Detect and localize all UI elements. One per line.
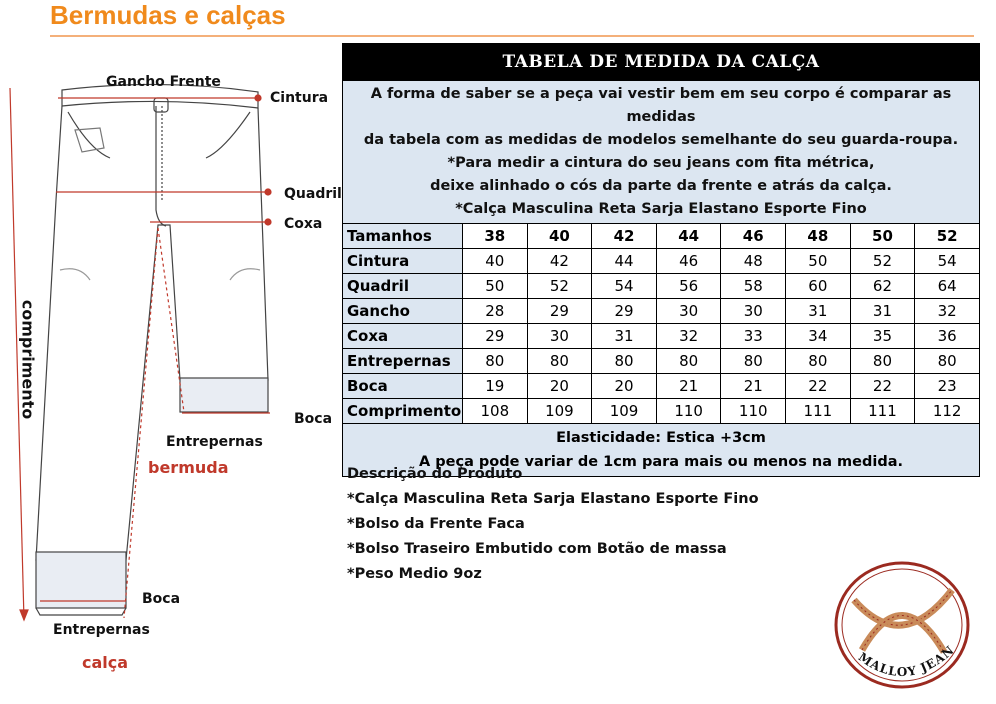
value-cell: 52	[527, 274, 592, 299]
row-label: Gancho	[343, 299, 463, 324]
label-comprimento: comprimento	[18, 299, 38, 420]
value-cell: 108	[463, 399, 528, 424]
footer-line: Elasticidade: Estica +3cm	[556, 430, 766, 446]
table-row	[343, 349, 980, 374]
table-info	[343, 81, 980, 224]
value-cell: 28	[463, 299, 528, 324]
value-cell: 111	[786, 399, 851, 424]
value-cell: 56	[656, 274, 721, 299]
size-cell: 40	[527, 224, 592, 249]
description-line: Descrição do Produto	[347, 466, 523, 482]
info-line: deixe alinhado o cós da parte da frente e atrás da calça.	[430, 178, 892, 194]
value-cell: 31	[850, 299, 915, 324]
value-cell: 109	[527, 399, 592, 424]
value-cell: 50	[463, 274, 528, 299]
label-coxa: Coxa	[284, 216, 323, 232]
label-boca-calca: Boca	[142, 591, 181, 607]
value-cell: 112	[915, 399, 980, 424]
info-line: *Para medir a cintura do seu jeans com fita métrica,	[447, 155, 875, 171]
value-cell: 80	[463, 349, 528, 374]
table-title: TABELA DE MEDIDA DA CALÇA	[343, 44, 980, 81]
table-row	[343, 374, 980, 399]
value-cell: 80	[786, 349, 851, 374]
description-line: *Calça Masculina Reta Sarja Elastano Esporte Fino	[347, 491, 759, 507]
info-line: da tabela com as medidas de modelos semelhante do seu guarda-roupa.	[363, 132, 959, 148]
label-gancho-frente: Gancho Frente	[106, 74, 221, 90]
label-calca: calça	[82, 653, 129, 672]
value-cell: 32	[915, 299, 980, 324]
value-cell: 40	[463, 249, 528, 274]
value-cell: 21	[721, 374, 786, 399]
description-line: *Bolso da Frente Faca	[347, 516, 525, 532]
label-entrepernas-bermuda: Entrepernas	[166, 434, 263, 450]
title-divider	[50, 35, 974, 37]
logo-text: MALLOY JEAN	[855, 642, 958, 680]
size-cell: 52	[915, 224, 980, 249]
value-cell: 80	[592, 349, 657, 374]
value-cell: 80	[850, 349, 915, 374]
value-cell: 111	[850, 399, 915, 424]
pants-diagram	[0, 40, 340, 700]
label-entrepernas-calca: Entrepernas	[53, 622, 150, 638]
value-cell: 58	[721, 274, 786, 299]
row-label: Coxa	[343, 324, 463, 349]
size-cell: 38	[463, 224, 528, 249]
info-line: *Calça Masculina Reta Sarja Elastano Esporte Fino	[455, 201, 867, 217]
size-cell: 46	[721, 224, 786, 249]
value-cell: 80	[915, 349, 980, 374]
value-cell: 35	[850, 324, 915, 349]
value-cell: 19	[463, 374, 528, 399]
value-cell: 31	[592, 324, 657, 349]
size-cell: 44	[656, 224, 721, 249]
value-cell: 46	[656, 249, 721, 274]
label-quadril: Quadril	[284, 186, 342, 202]
value-cell: 22	[850, 374, 915, 399]
value-cell: 60	[786, 274, 851, 299]
row-label: Entrepernas	[343, 349, 463, 374]
size-table	[342, 43, 980, 477]
value-cell: 80	[721, 349, 786, 374]
value-cell: 110	[721, 399, 786, 424]
label-cintura: Cintura	[270, 90, 329, 106]
value-cell: 29	[527, 299, 592, 324]
row-label: Cintura	[343, 249, 463, 274]
size-cell: 50	[850, 224, 915, 249]
size-cell: 48	[786, 224, 851, 249]
value-cell: 29	[463, 324, 528, 349]
table-row	[343, 399, 980, 424]
value-cell: 54	[592, 274, 657, 299]
value-cell: 20	[592, 374, 657, 399]
value-cell: 21	[656, 374, 721, 399]
description-line: *Bolso Traseiro Embutido com Botão de massa	[347, 541, 727, 557]
value-cell: 44	[592, 249, 657, 274]
value-cell: 30	[527, 324, 592, 349]
value-cell: 34	[786, 324, 851, 349]
row-label: Boca	[343, 374, 463, 399]
table-row	[343, 249, 980, 274]
value-cell: 50	[786, 249, 851, 274]
size-cell: 42	[592, 224, 657, 249]
footer-line: A peça pode variar de 1cm para mais ou menos na medida.	[418, 454, 903, 470]
table-row	[343, 274, 980, 299]
value-cell: 42	[527, 249, 592, 274]
value-cell: 48	[721, 249, 786, 274]
value-cell: 20	[527, 374, 592, 399]
value-cell: 32	[656, 324, 721, 349]
value-cell: 30	[656, 299, 721, 324]
size-header: Tamanhos	[343, 224, 463, 249]
product-description	[347, 462, 759, 587]
value-cell: 80	[527, 349, 592, 374]
page-title: Bermudas e calças	[50, 0, 286, 30]
value-cell: 22	[786, 374, 851, 399]
value-cell: 52	[850, 249, 915, 274]
row-label: Quadril	[343, 274, 463, 299]
table-row	[343, 324, 980, 349]
table-row	[343, 299, 980, 324]
logo-emblem-icon	[832, 560, 972, 690]
row-label: Comprimento	[343, 399, 463, 424]
malloy-jeans-logo	[832, 560, 972, 690]
value-cell: 23	[915, 374, 980, 399]
label-bermuda: bermuda	[148, 458, 229, 477]
value-cell: 62	[850, 274, 915, 299]
value-cell: 30	[721, 299, 786, 324]
info-line: A forma de saber se a peça vai vestir bem em seu corpo é comparar as medidas	[370, 86, 952, 125]
value-cell: 109	[592, 399, 657, 424]
table-header-row	[343, 224, 980, 249]
value-cell: 33	[721, 324, 786, 349]
value-cell: 36	[915, 324, 980, 349]
value-cell: 29	[592, 299, 657, 324]
value-cell: 80	[656, 349, 721, 374]
value-cell: 31	[786, 299, 851, 324]
value-cell: 54	[915, 249, 980, 274]
label-boca-bermuda: Boca	[294, 411, 333, 427]
value-cell: 64	[915, 274, 980, 299]
description-line: *Peso Medio 9oz	[347, 566, 482, 582]
value-cell: 110	[656, 399, 721, 424]
